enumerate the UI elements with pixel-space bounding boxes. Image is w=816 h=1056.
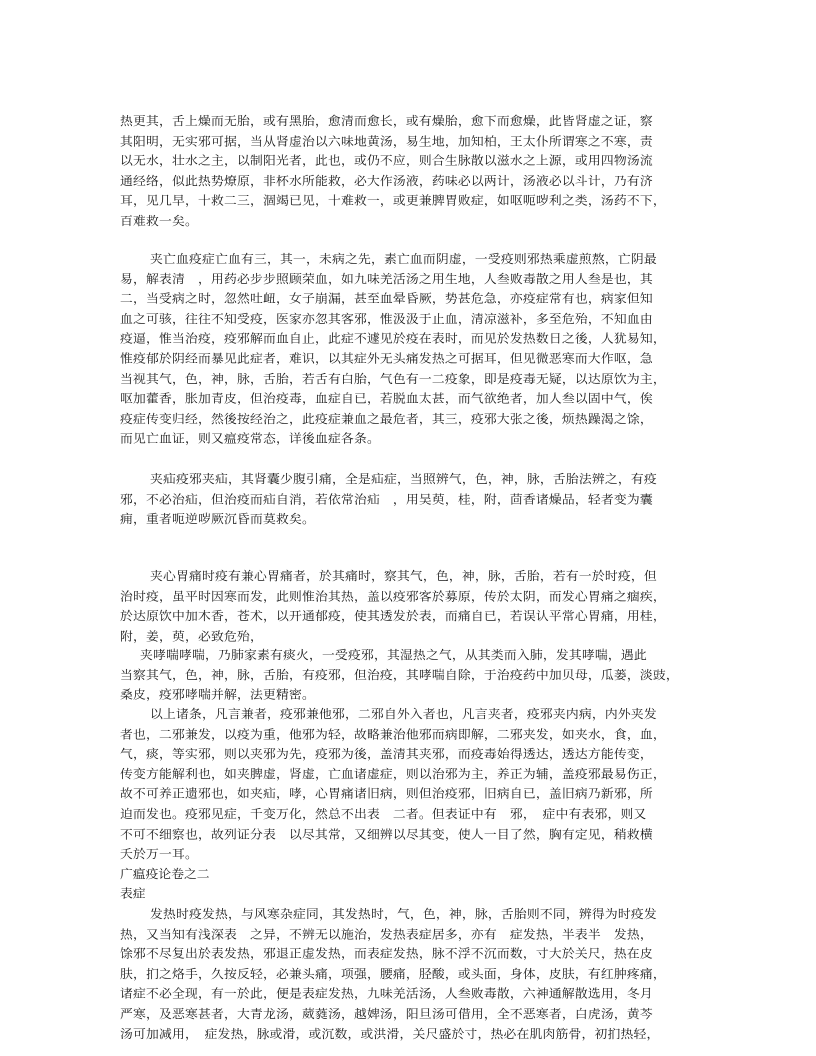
- text-line: 传变方能解利也，如夹脾虚，肾虚，亡血诸虚症，则以治邪为主，养正为辅，盖疫邪最易伤正，: [120, 767, 666, 782]
- text-line: 夹哮喘哮喘，乃肺家素有痰火，一受疫邪，其湿热之气，从其类而入肺，发其哮喘，遇此: [140, 648, 647, 663]
- text-line: 当察其气，色，神，脉，舌胎，有疫邪，但治疫，其哮喘自除，于治疫药中加贝母，瓜蒌，淡豉，: [120, 668, 679, 683]
- text-line: 而见亡血证，则又瘟疫常态，详後血症各条。: [120, 432, 380, 447]
- paragraph-hernia: [120, 470, 698, 530]
- text-line: 二，当受病之时，忽然吐衄，女子崩漏，甚至血晕昏厥，势甚危急，亦疫症常有也，病家但知: [120, 292, 653, 307]
- volume-title: 广瘟疫论卷之二: [120, 867, 210, 882]
- text-line: 热，又当知有浅深表 之异，不辨无以施治，发热表症居多，亦有 症发热，半表半 发热，: [120, 927, 653, 942]
- text-line: 疫症传变归经，然後按经治之，此疫症兼血之最危者，其三，疫邪大张之後，烦热躁渴之馀，: [120, 412, 653, 427]
- text-line: 诸症不必全现，有一於此，便是表症发热，九味羌活汤，人叁败毒散，六神通解散选用，冬月: [120, 987, 653, 1002]
- text-line: 百难救一矣。: [120, 214, 198, 229]
- text-line: 治时疫，虽平时因寒而发，此则惟治其热，盖以疫邪客於募原，传於太阴，而发心胃痛之痼疾，: [120, 589, 666, 604]
- text-line: 以上诸条，凡言兼者，疫邪兼他邪，二邪自外入者也，凡言夹者，疫邪夹内病，内外夹发: [150, 707, 657, 722]
- text-line: 以无水，壮水之主，以制阳光者，此也，或仍不应，则合生脉散以滋水之上源，或用四物汤流: [120, 154, 653, 169]
- text-line: 痈，重者呃逆哕厥沉昏而莫救矣。: [120, 512, 315, 527]
- text-line: 肤，扪之烙手，久按反轻，必兼头痛，项强，腰痛，胫酸，或头面，身体，皮肤，有红肿疼痛，: [120, 967, 666, 982]
- text-line: 汤可加减用， 症发热，脉或滑，或沉数，或洪滑，关尺盛於寸，热必在肌肉筋骨，初扪热轻，: [120, 1027, 660, 1042]
- text-line: 桑皮，疫邪哮喘并解，法更精密。: [120, 688, 315, 703]
- paragraph-fever: [120, 905, 698, 1045]
- text-line: 呕加藿香，胀加青皮，但治疫毒，血症自已，若脱血太甚，而气欲绝者，加人叁以固中气，俟: [120, 392, 653, 407]
- text-line: 邪，不必治疝，但治疫而疝自消，若依常治疝 ，用吴萸，桂，附，茴香诸燥品，轻者变为囊: [120, 492, 653, 507]
- paragraph-blood-loss: [120, 250, 698, 450]
- text-line: 发热时疫发热，与风寒杂症同，其发热时，气，色，神，脉，舌胎则不同，辨得为时疫发: [150, 907, 657, 922]
- text-line: 故不可养正遗邪也，如夹疝，哮，心胃痛诸旧病，则但治疫邪，旧病自已，盖旧病乃新邪，所: [120, 787, 653, 802]
- text-line: 者也，二邪兼发，以疫为重，他邪为轻，故略兼治他邪而病即解，二邪夹发，如夹水，食，血，: [120, 727, 666, 742]
- text-line: 疫逼，惟当治疫，疫邪解而血自止，此症不遽见於疫在表时，而见於发热数日之後，人犹易知，: [120, 332, 666, 347]
- text-line: 於达原饮中加木香，苍术，以开通郁疫，使其透发於表，而痛自已，若误认平常心胃痛，用桂，: [120, 609, 666, 624]
- paragraph-summary: [120, 705, 698, 865]
- text-line: 馀邪不尽复出於表发热，邪退正虚发热，而表症发热，脉不浮不沉而数，寸大於关尺，热在皮: [120, 947, 653, 962]
- paragraph-kidney-deficiency: [120, 112, 698, 232]
- text-line: 气，痰，等实邪，则以夹邪为先，疫邪为後，盖清其夹邪，而疫毒始得透达，透达方能传变，: [120, 747, 653, 762]
- text-line: 当视其气，色，神，脉，舌胎，若舌有白胎，气色有一二疫象，即是疫毒无疑，以达原饮为主，: [120, 372, 666, 387]
- text-line: 惟疫郁於阴经而暴见此症者，难识，以其症外无头痛发热之可据耳，但见微恶寒而大作呕，急: [120, 352, 653, 367]
- text-line: 其阳明，无实邪可据，当从肾虚治以六味地黄汤，易生地，加知柏，王太仆所谓寒之不寒，责: [120, 134, 653, 149]
- paragraph-asthma: [120, 646, 698, 706]
- section-title: 表症: [120, 887, 146, 902]
- text-line: 耳，见几早，十救二三，涸竭已见，十难救一，或更兼脾胃败症，如呕呃哕利之类，汤药不下，: [120, 194, 666, 209]
- text-line: 易，解表清 ，用药必步步照顾荣血，如九味羌活汤之用生地，人叁败毒散之用人叁是也，其: [120, 272, 653, 287]
- text-line: 热更其，舌上燥而无胎，或有黑胎，愈清而愈长，或有燥胎，愈下而愈燥，此皆肾虚之证，察: [120, 114, 653, 129]
- text-line: 夹疝疫邪夹疝，其肾囊少腹引痛，全是疝症，当照辨气，色，神，脉，舌胎法辨之，有疫: [150, 472, 657, 487]
- text-line: 血之可骇，往往不知受疫，医家亦忽其客邪，惟汲汲于止血，清凉滋补，多至危殆，不知血由: [120, 312, 653, 327]
- text-line: 迫而发也。疫邪见症，千变万化，然总不出表 二者。但表证中有 邪， 症中有表邪，则又: [120, 807, 647, 822]
- text-line: 通经络，似此热势燎原，非杯水所能救，必大作汤液，药味必以两计，汤液必以斗计，乃有济: [120, 174, 653, 189]
- text-line: 严寒，及恶寒甚者，大青龙汤，葳蕤汤，越婢汤，阳旦汤可借用，全不恶寒者，白虎汤，黄芩: [120, 1007, 653, 1022]
- text-line: 夭於万一耳。: [120, 847, 198, 862]
- text-line: 不可不细察也，故列证分表 以尽其常，又细辨以尽其变，使人一目了然，胸有定见，稍救横: [120, 827, 653, 842]
- text-line: 附，姜，萸，必致危殆，: [120, 629, 263, 644]
- text-line: 夹亡血疫症亡血有三，其一，未病之先，素亡血而阴虚，一受疫则邪热乘虚煎熬，亡阴最: [150, 252, 657, 267]
- text-line: 夹心胃痛时疫有兼心胃痛者，於其痛时，察其气，色，神，脉，舌胎，若有一於时疫，但: [150, 569, 657, 584]
- paragraph-heart-stomach-pain: [120, 567, 698, 647]
